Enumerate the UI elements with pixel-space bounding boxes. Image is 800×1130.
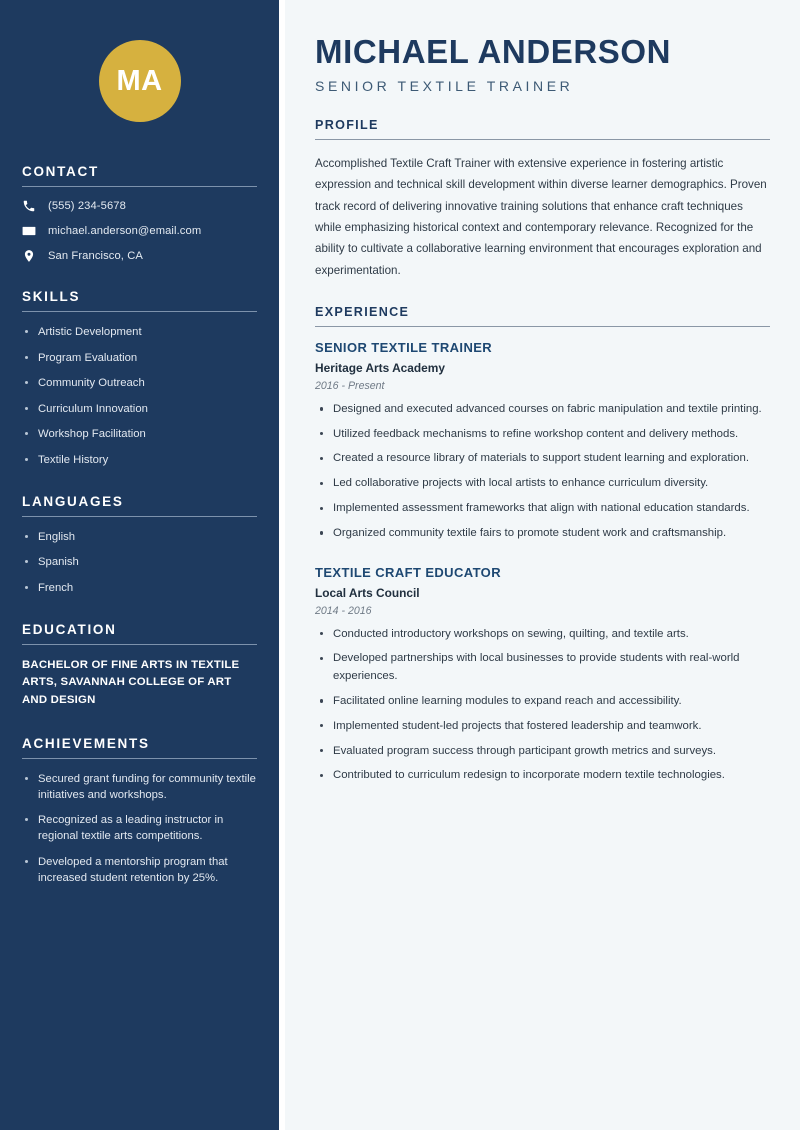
list-item: Contributed to curriculum redesign to incorporate modern textile technologies. [315, 767, 770, 785]
list-item: Developed a mentorship program that increased student retention by 25%. [22, 854, 257, 886]
page-title: MICHAEL ANDERSON [315, 33, 672, 70]
list-item: Artistic Development [22, 324, 257, 340]
list-item: Curriculum Innovation [22, 401, 257, 417]
avatar-container [22, 0, 257, 122]
experience-entry [315, 565, 770, 785]
profile-heading: PROFILE [315, 117, 379, 132]
envelope-icon [22, 224, 36, 238]
job-title: SENIOR TEXTILE TRAINER [315, 339, 493, 355]
job-title: TEXTILE CRAFT EDUCATOR [315, 564, 501, 580]
job-dates: 2014 - 2016 [315, 604, 372, 617]
list-item: Implemented assessment frameworks that align with national education standards. [315, 500, 770, 518]
profile-text: Accomplished Textile Craft Trainer with extensive experience in fostering artistic expression and technical skill development within diverse learner demographics. Proven track record of delivering innovative training solutions that enhance craft techniques while emphasizing historical context and contemporary relevance. Recognized for the ability to cultivate a collaborative learning environment that encourages exploration and experimentation. [315, 156, 767, 277]
section-divider [22, 758, 257, 759]
list-item: Developed partnerships with local businesses to provide students with real-world experiences. [315, 650, 770, 686]
section-divider [22, 186, 257, 187]
phone-icon [22, 199, 36, 213]
job-bullet-list [315, 626, 770, 785]
job-company: Local Arts Council [315, 585, 420, 600]
section-divider [315, 139, 770, 140]
list-item: Secured grant funding for community textile initiatives and workshops. [22, 771, 257, 803]
avatar: MA [99, 40, 181, 122]
contact-list [22, 199, 257, 263]
list-item: Spanish [22, 554, 257, 570]
main-section-experience [315, 305, 770, 785]
list-item: Implemented student-led projects that fostered leadership and teamwork. [315, 718, 770, 736]
list-item: Workshop Facilitation [22, 426, 257, 442]
skills-heading: SKILLS [22, 289, 81, 304]
section-divider [22, 311, 257, 312]
list-item: Utilized feedback mechanisms to refine workshop content and delivery methods. [315, 426, 770, 444]
sidebar-section-skills [22, 289, 257, 468]
experience-heading: EXPERIENCE [315, 304, 410, 319]
job-dates: 2016 - Present [315, 379, 385, 392]
list-item: Organized community textile fairs to promote student work and craftsmanship. [315, 525, 770, 543]
list-item: Led collaborative projects with local artists to enhance curriculum diversity. [315, 475, 770, 493]
section-divider [22, 516, 257, 517]
list-item: English [22, 529, 257, 545]
list-item: French [22, 580, 257, 596]
sidebar [0, 0, 279, 1130]
main-content [285, 0, 800, 1130]
list-item: Evaluated program success through participant growth metrics and surveys. [315, 743, 770, 761]
contact-item-email[interactable] [22, 224, 257, 238]
sidebar-section-contact [22, 164, 257, 263]
list-item: Facilitated online learning modules to expand reach and accessibility. [315, 693, 770, 711]
skills-list [22, 324, 257, 468]
achievements-heading: ACHIEVEMENTS [22, 735, 150, 751]
location-pin-icon [22, 249, 36, 263]
languages-heading: LANGUAGES [22, 493, 124, 509]
list-item: Textile History [22, 452, 257, 468]
list-item: Community Outreach [22, 375, 257, 391]
section-divider [22, 644, 257, 645]
list-item: Conducted introductory workshops on sewing, quilting, and textile arts. [315, 626, 770, 644]
list-item: Designed and executed advanced courses on fabric manipulation and textile printing. [315, 401, 770, 419]
list-item: Created a resource library of materials to support student learning and exploration. [315, 450, 770, 468]
contact-location-value: San Francisco, CA [48, 250, 143, 262]
job-bullet-list [315, 401, 770, 543]
contact-email-value: michael.anderson@email.com [48, 225, 202, 237]
contact-heading: CONTACT [22, 164, 99, 179]
list-item: Recognized as a leading instructor in regional textile arts competitions. [22, 812, 257, 844]
contact-phone-value: (555) 234-5678 [48, 200, 126, 212]
contact-item-phone[interactable] [22, 199, 257, 213]
achievements-list [22, 771, 257, 886]
job-company: Heritage Arts Academy [315, 360, 445, 375]
sidebar-section-education [22, 622, 257, 710]
education-degree: BACHELOR OF FINE ARTS IN TEXTILE ARTS, SAVANNAH COLLEGE OF ART AND DESIGN [22, 658, 240, 707]
main-section-profile [315, 118, 770, 281]
contact-item-location[interactable] [22, 249, 257, 263]
education-heading: EDUCATION [22, 621, 117, 637]
experience-entry [315, 340, 770, 543]
section-divider [315, 326, 770, 327]
job-subtitle: SENIOR TEXTILE TRAINER [315, 77, 574, 94]
sidebar-section-achievements [22, 736, 257, 886]
sidebar-section-languages [22, 494, 257, 596]
languages-list [22, 529, 257, 596]
list-item: Program Evaluation [22, 350, 257, 366]
